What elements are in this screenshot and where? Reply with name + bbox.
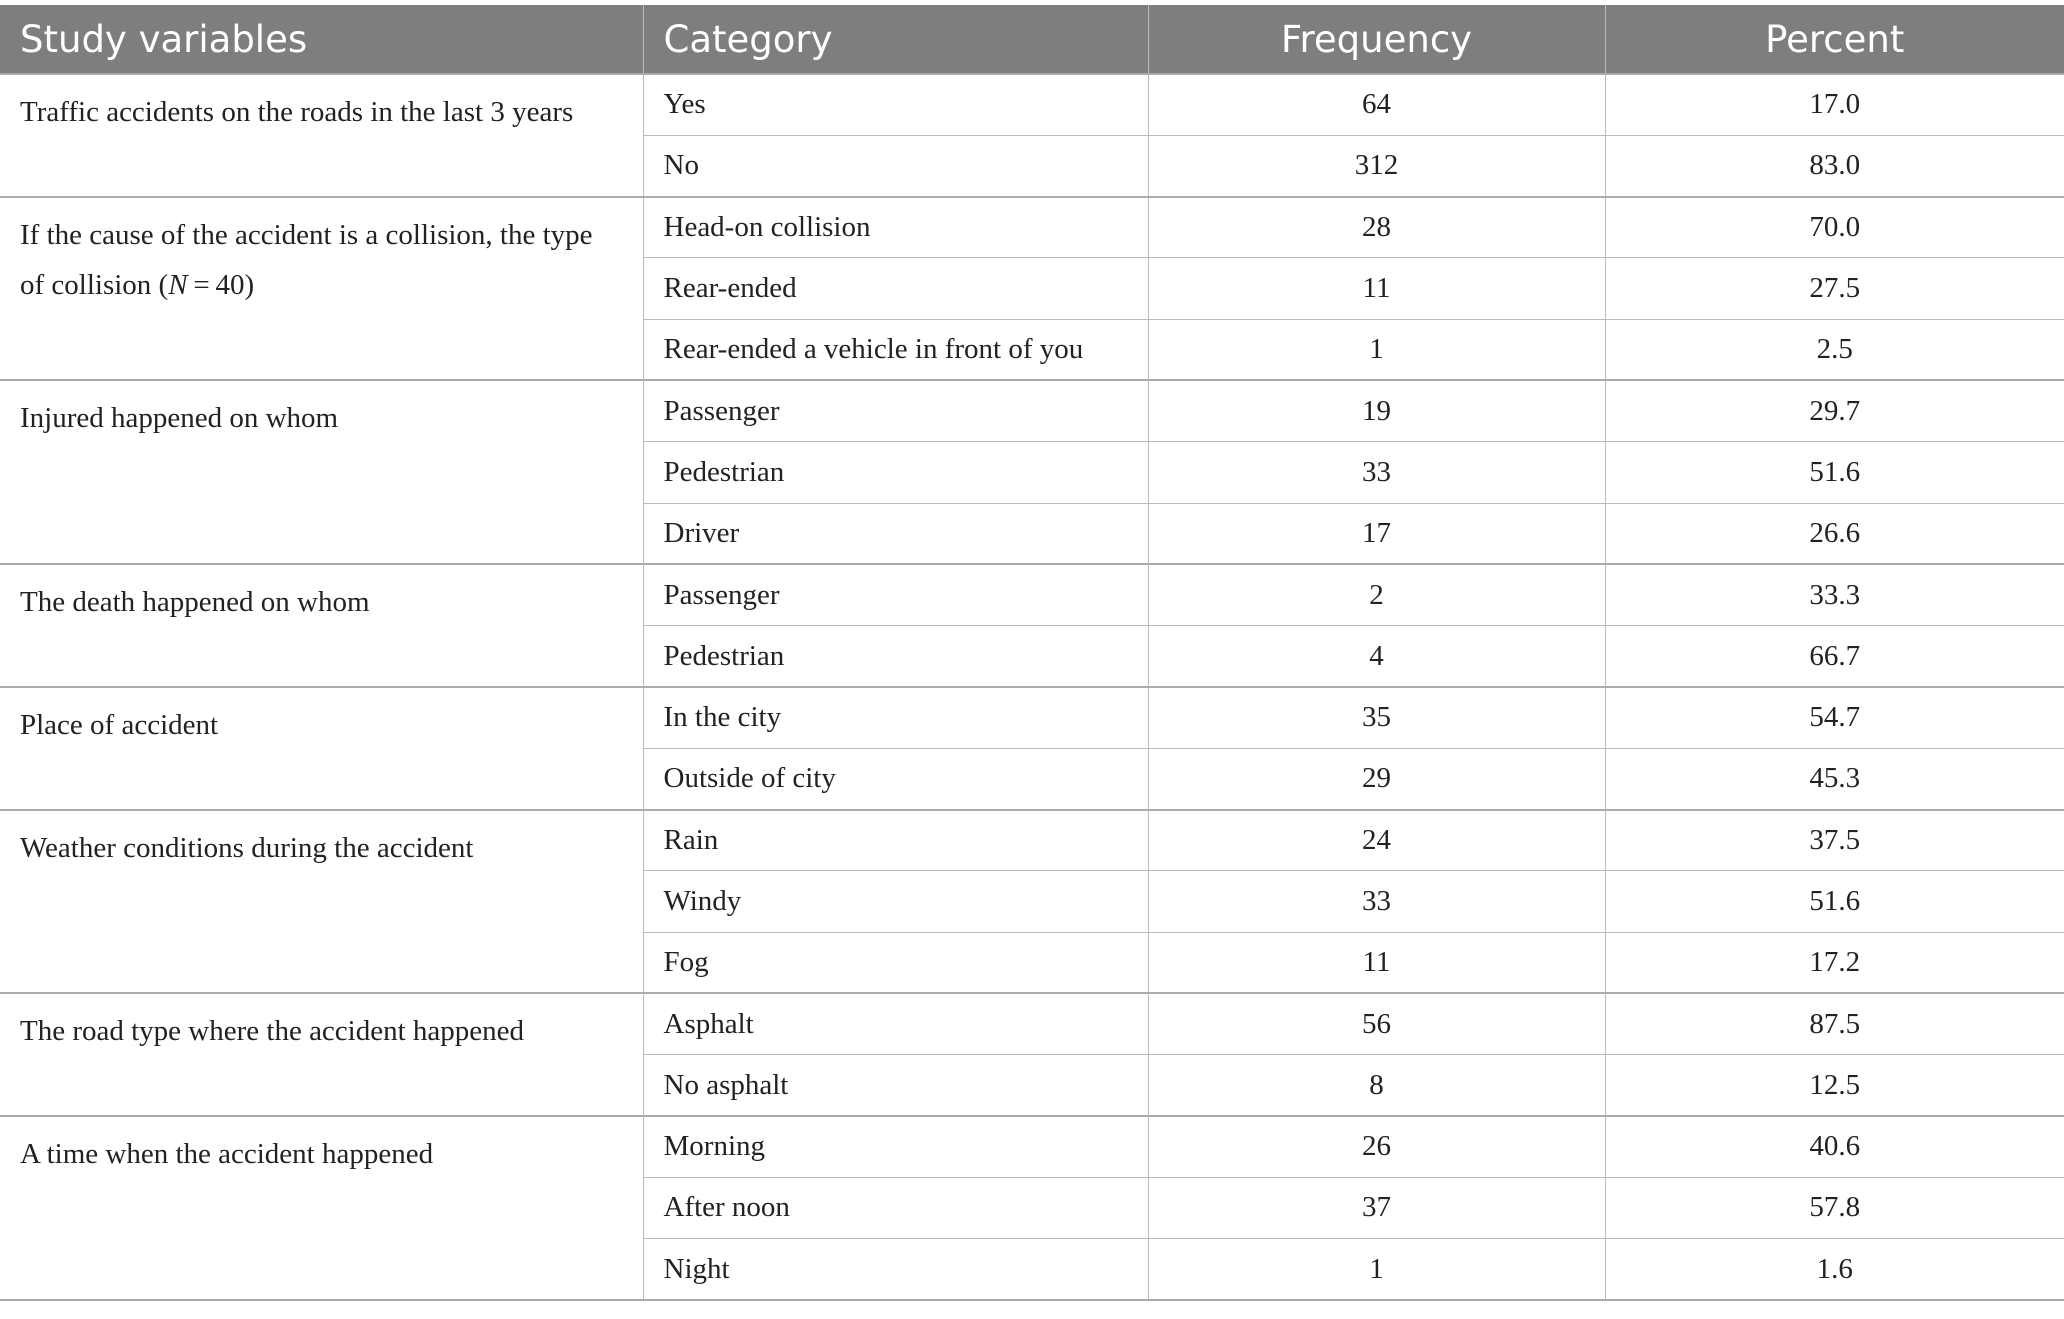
frequency-cell: 19 bbox=[1148, 380, 1605, 441]
percent-cell: 66.7 bbox=[1605, 626, 2064, 687]
category-cell: Night bbox=[643, 1239, 1148, 1300]
category-cell: After noon bbox=[643, 1177, 1148, 1238]
percent-cell: 51.6 bbox=[1605, 871, 2064, 932]
percent-cell: 1.6 bbox=[1605, 1239, 2064, 1300]
category-cell: Driver bbox=[643, 503, 1148, 564]
study-variable-cell: A time when the accident happened bbox=[0, 1116, 643, 1300]
category-cell: Morning bbox=[643, 1116, 1148, 1177]
header-percent: Percent bbox=[1605, 5, 2064, 74]
percent-cell: 37.5 bbox=[1605, 810, 2064, 871]
category-cell: Rear-ended a vehicle in front of you bbox=[643, 319, 1148, 380]
percent-cell: 45.3 bbox=[1605, 748, 2064, 809]
table-row bbox=[0, 993, 2064, 1054]
category-cell: No asphalt bbox=[643, 1055, 1148, 1116]
header-category: Category bbox=[643, 5, 1148, 74]
frequency-cell: 33 bbox=[1148, 442, 1605, 503]
study-variables-table bbox=[0, 5, 2064, 1301]
header-row bbox=[0, 5, 2064, 74]
category-cell: Rain bbox=[643, 810, 1148, 871]
percent-cell: 2.5 bbox=[1605, 319, 2064, 380]
study-variable-cell: Weather conditions during the accident bbox=[0, 810, 643, 994]
frequency-cell: 312 bbox=[1148, 135, 1605, 196]
frequency-cell: 8 bbox=[1148, 1055, 1605, 1116]
header-study-variables: Study variables bbox=[0, 5, 643, 74]
table-row bbox=[0, 74, 2064, 135]
category-cell: Head-on collision bbox=[643, 197, 1148, 258]
frequency-cell: 11 bbox=[1148, 932, 1605, 993]
table-row bbox=[0, 810, 2064, 871]
frequency-cell: 24 bbox=[1148, 810, 1605, 871]
category-cell: Pedestrian bbox=[643, 442, 1148, 503]
header-frequency: Frequency bbox=[1148, 5, 1605, 74]
frequency-cell: 2 bbox=[1148, 564, 1605, 625]
frequency-cell: 1 bbox=[1148, 319, 1605, 380]
percent-cell: 83.0 bbox=[1605, 135, 2064, 196]
percent-cell: 70.0 bbox=[1605, 197, 2064, 258]
table-row bbox=[0, 380, 2064, 441]
frequency-cell: 29 bbox=[1148, 748, 1605, 809]
table-row bbox=[0, 564, 2064, 625]
category-cell: Rear-ended bbox=[643, 258, 1148, 319]
frequency-cell: 1 bbox=[1148, 1239, 1605, 1300]
category-cell: Passenger bbox=[643, 380, 1148, 441]
percent-cell: 27.5 bbox=[1605, 258, 2064, 319]
category-cell: Yes bbox=[643, 74, 1148, 135]
percent-cell: 51.6 bbox=[1605, 442, 2064, 503]
study-variable-cell: The death happened on whom bbox=[0, 564, 643, 687]
frequency-cell: 35 bbox=[1148, 687, 1605, 748]
percent-cell: 17.0 bbox=[1605, 74, 2064, 135]
category-cell: Pedestrian bbox=[643, 626, 1148, 687]
category-cell: Windy bbox=[643, 871, 1148, 932]
percent-cell: 26.6 bbox=[1605, 503, 2064, 564]
category-cell: Passenger bbox=[643, 564, 1148, 625]
study-variable-cell: Traffic accidents on the roads in the last 3 years bbox=[0, 74, 643, 197]
percent-cell: 87.5 bbox=[1605, 993, 2064, 1054]
percent-cell: 40.6 bbox=[1605, 1116, 2064, 1177]
percent-cell: 33.3 bbox=[1605, 564, 2064, 625]
study-variable-cell: The road type where the accident happened bbox=[0, 993, 643, 1116]
frequency-cell: 17 bbox=[1148, 503, 1605, 564]
frequency-cell: 4 bbox=[1148, 626, 1605, 687]
study-variable-cell: If the cause of the accident is a collision, the type of collision (N = 40) bbox=[0, 197, 643, 381]
category-cell: Asphalt bbox=[643, 993, 1148, 1054]
category-cell: Fog bbox=[643, 932, 1148, 993]
study-variable-cell: Injured happened on whom bbox=[0, 380, 643, 564]
table-header bbox=[0, 5, 2064, 74]
frequency-cell: 64 bbox=[1148, 74, 1605, 135]
percent-cell: 54.7 bbox=[1605, 687, 2064, 748]
table-body bbox=[0, 74, 2064, 1300]
frequency-cell: 26 bbox=[1148, 1116, 1605, 1177]
percent-cell: 17.2 bbox=[1605, 932, 2064, 993]
frequency-cell: 11 bbox=[1148, 258, 1605, 319]
frequency-cell: 28 bbox=[1148, 197, 1605, 258]
table-row bbox=[0, 1116, 2064, 1177]
study-variable-cell: Place of accident bbox=[0, 687, 643, 810]
frequency-cell: 33 bbox=[1148, 871, 1605, 932]
frequency-cell: 37 bbox=[1148, 1177, 1605, 1238]
table-row bbox=[0, 687, 2064, 748]
percent-cell: 29.7 bbox=[1605, 380, 2064, 441]
percent-cell: 57.8 bbox=[1605, 1177, 2064, 1238]
data-table-container bbox=[0, 5, 2064, 1301]
category-cell: No bbox=[643, 135, 1148, 196]
category-cell: Outside of city bbox=[643, 748, 1148, 809]
category-cell: In the city bbox=[643, 687, 1148, 748]
frequency-cell: 56 bbox=[1148, 993, 1605, 1054]
table-row bbox=[0, 197, 2064, 258]
percent-cell: 12.5 bbox=[1605, 1055, 2064, 1116]
